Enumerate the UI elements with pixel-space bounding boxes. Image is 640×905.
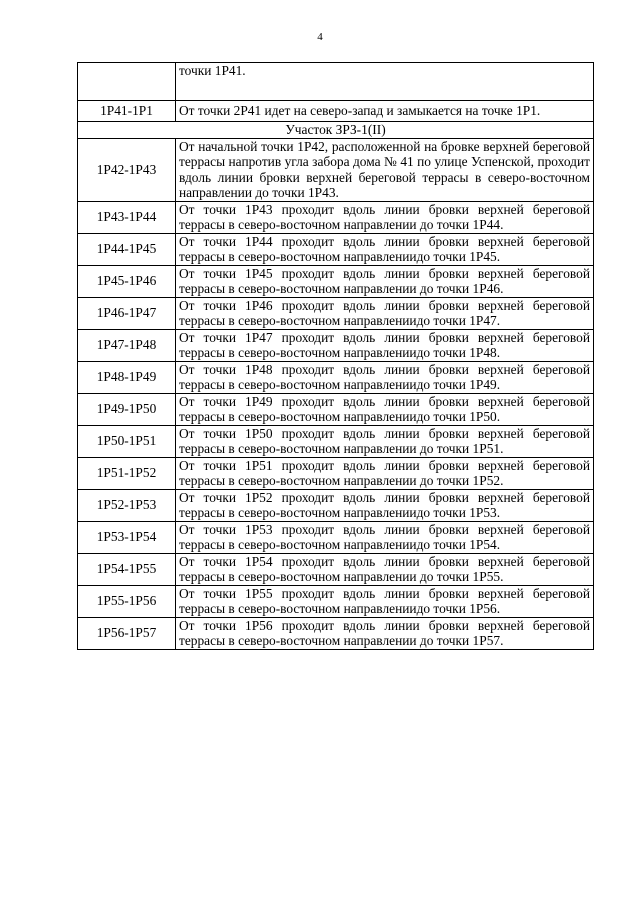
table-row xyxy=(78,138,594,201)
table-row xyxy=(78,361,594,393)
segment-description-cell: От точки 1Р43 проходит вдоль линии бровки верхней береговой террасы в северо-восточном направлении до точки 1Р44. xyxy=(176,201,594,233)
segment-description-cell: От начальной точки 1Р42, расположенной на бровке верхней береговой террасы напротив угла забора дома № 41 по улице Успенской, проходит вдоль линии бровки верхней береговой террасы в северо-восточном направлении до точки 1Р43. xyxy=(176,138,594,201)
table-row xyxy=(78,393,594,425)
section-title: Участок ЗРЗ-1(II) xyxy=(78,122,594,139)
segment-code-cell: 1Р51-1Р52 xyxy=(78,457,176,489)
segment-description-cell: От точки 1Р52 проходит вдоль линии бровки верхней береговой террасы в северо-восточном направлениидо точки 1Р53. xyxy=(176,489,594,521)
segment-description-cell: От точки 1Р44 проходит вдоль линии бровки верхней береговой террасы в северо-восточном направлениидо точки 1Р45. xyxy=(176,233,594,265)
segment-code-cell: 1Р48-1Р49 xyxy=(78,361,176,393)
page-number: 4 xyxy=(317,31,323,43)
segment-code-cell: 1Р54-1Р55 xyxy=(78,553,176,585)
segment-code-cell: 1Р56-1Р57 xyxy=(78,617,176,649)
table-row xyxy=(78,521,594,553)
segment-code-cell: 1Р41-1Р1 xyxy=(78,101,176,122)
segment-description-cell: От точки 1Р54 проходит вдоль линии бровки верхней береговой террасы в северо-восточном направлении до точки 1Р55. xyxy=(176,553,594,585)
table-row xyxy=(78,585,594,617)
segment-code-cell: 1Р43-1Р44 xyxy=(78,201,176,233)
table-row xyxy=(78,553,594,585)
table-row xyxy=(78,201,594,233)
segment-code-cell: 1Р45-1Р46 xyxy=(78,265,176,297)
table-row xyxy=(78,297,594,329)
table-row xyxy=(78,233,594,265)
table-row xyxy=(78,457,594,489)
table-row xyxy=(78,101,594,122)
segment-description-cell: От точки 1Р45 проходит вдоль линии бровки верхней береговой террасы в северо-восточном направлении до точки 1Р46. xyxy=(176,265,594,297)
section-header-row xyxy=(78,122,594,139)
segment-code-cell: 1Р46-1Р47 xyxy=(78,297,176,329)
segment-description-cell: От точки 1Р53 проходит вдоль линии бровки верхней береговой террасы в северо-восточном направлениидо точки 1Р54. xyxy=(176,521,594,553)
segment-description-cell: От точки 2Р41 идет на северо-запад и замыкается на точке 1Р1. xyxy=(176,101,594,122)
segment-description-cell: От точки 1Р56 проходит вдоль линии бровки верхней береговой террасы в северо-восточном направлении до точки 1Р57. xyxy=(176,617,594,649)
segment-description-cell: точки 1Р41. xyxy=(176,63,594,101)
table-row xyxy=(78,489,594,521)
table-body xyxy=(78,63,594,650)
segment-description-cell: От точки 1Р51 проходит вдоль линии бровки верхней береговой террасы в северо-восточном направлении до точки 1Р52. xyxy=(176,457,594,489)
segment-code-cell: 1Р49-1Р50 xyxy=(78,393,176,425)
table-row xyxy=(78,329,594,361)
segment-code-cell: 1Р53-1Р54 xyxy=(78,521,176,553)
segment-code-cell: 1Р55-1Р56 xyxy=(78,585,176,617)
table-row xyxy=(78,425,594,457)
segment-code-cell: 1Р47-1Р48 xyxy=(78,329,176,361)
segment-description-cell: От точки 1Р48 проходит вдоль линии бровки верхней береговой террасы в северо-восточном направлениидо точки 1Р49. xyxy=(176,361,594,393)
segment-description-cell: От точки 1Р47 проходит вдоль линии бровки верхней береговой террасы в северо-восточном направлениидо точки 1Р48. xyxy=(176,329,594,361)
segment-description-cell: От точки 1Р50 проходит вдоль линии бровки верхней береговой террасы в северо-восточном направлении до точки 1Р51. xyxy=(176,425,594,457)
segment-code-cell: 1Р44-1Р45 xyxy=(78,233,176,265)
segment-code-cell: 1Р52-1Р53 xyxy=(78,489,176,521)
segment-code-cell xyxy=(78,63,176,101)
table-row xyxy=(78,63,594,101)
segment-code-cell: 1Р42-1Р43 xyxy=(78,138,176,201)
table-row xyxy=(78,617,594,649)
segment-description-cell: От точки 1Р49 проходит вдоль линии бровки верхней береговой террасы в северо-восточном направлениидо точки 1Р50. xyxy=(176,393,594,425)
table-row xyxy=(78,265,594,297)
segment-description-cell: От точки 1Р46 проходит вдоль линии бровки верхней береговой террасы в северо-восточном направлениидо точки 1Р47. xyxy=(176,297,594,329)
segment-description-cell: От точки 1Р55 проходит вдоль линии бровки верхней береговой террасы в северо-восточном направлениидо точки 1Р56. xyxy=(176,585,594,617)
segment-code-cell: 1Р50-1Р51 xyxy=(78,425,176,457)
boundary-description-table xyxy=(77,62,594,650)
